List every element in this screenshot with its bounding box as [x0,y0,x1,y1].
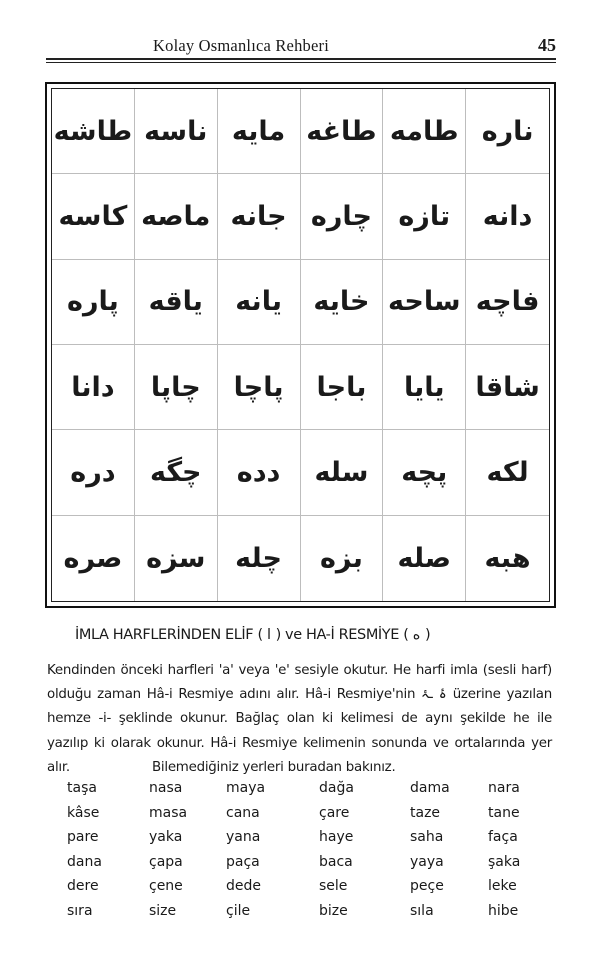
transliterated-word: yaya [410,853,444,870]
transliterated-word: paça [226,853,260,870]
grid-word-cell: صله [383,516,466,601]
elif-letter: ا [262,627,276,643]
transliterated-word: dere [67,878,99,895]
watermark-note: Bilemediğiniz yerleri buradan bakınız. [151,759,396,775]
grid-word-cell: ساحه [383,260,466,345]
grid-word-cell: چاره [301,174,384,259]
paragraph-line-last [47,756,552,780]
grid-word-cell: سله [301,430,384,515]
grid-word-cell: لكه [466,430,549,515]
grid-word-cell: تازه [383,174,466,259]
transliterated-word: dana [67,853,102,870]
paragraph-end-word: alır. [47,759,70,775]
transliterated-word: nara [488,780,520,796]
transliterated-word: dağa [319,780,354,796]
grid-word-cell: صره [52,516,135,601]
section-title-part2: ) ve HA-İ RESMİYE ( [275,627,409,643]
transliterated-word: sıla [410,902,434,919]
grid-word-cell: پاره [52,260,135,345]
transliterated-word: bize [319,902,348,919]
transliterated-word: sıra [67,902,93,919]
transliterated-word: çare [319,804,350,821]
grid-word-cell: باجا [301,345,384,430]
transliterated-word: masa [149,804,188,821]
grid-word-cell: هبه [484,542,531,574]
word-row [67,829,537,854]
transliterated-word: faça [488,829,518,846]
grid-word-cell: يايا [383,345,466,430]
section-title-part3: ) [424,627,431,643]
grid-word-cell: ياقه [135,260,218,345]
transliterated-word: yaka [149,829,183,846]
section-title-part1: İMLA HARFLERİNDEN ELİF ( [75,627,263,643]
he-letter: ه [408,627,425,643]
ottoman-word-grid [45,82,556,608]
transliterated-word: leke [488,878,517,895]
grid-word-cell: مايه [218,89,301,174]
book-title: Kolay Osmanlıca Rehberi [153,36,329,55]
grid-word-cell: چاپا [135,345,218,430]
grid-word-cell: شاقا [466,345,549,430]
transliterated-word: peçe [410,878,444,895]
transliteration-list [67,780,537,928]
grid-word-cell: دده [218,430,301,515]
transliterated-word: saha [410,829,444,846]
grid-word-cell: خايه [301,260,384,345]
section-title [75,627,430,643]
explanation-paragraph [47,659,552,780]
header-rule-thin [46,62,556,63]
transliterated-word: taze [410,804,441,821]
word-grid-table [51,88,550,602]
grid-word-cell: بزه [301,516,384,601]
transliterated-word: maya [226,780,266,796]
word-row [67,903,537,928]
word-row [67,878,537,903]
grid-word-cell: پچه [383,430,466,515]
grid-word-cell: يانه [218,260,301,345]
grid-word-cell: دانه [466,174,549,259]
transliterated-word: şaka [488,853,521,870]
grid-word-cell: ماصه [135,174,218,259]
paragraph-line: olduğu zaman Hâ-i Resmiye adını alır. Hâ-i Resmiye'nin ۂ ـۂ üzerine yazılan [47,687,552,703]
transliterated-word: haye [319,829,354,846]
header-rule [46,58,556,60]
grid-word-cell: چگه [135,430,218,515]
transliterated-word: çile [226,902,251,919]
grid-word-cell: پاچا [218,345,301,430]
transliterated-word: sele [319,878,348,895]
transliterated-word: taşa [67,780,97,796]
transliterated-word: dama [410,780,450,796]
word-row [67,805,537,830]
grid-word-cell: ناسه [135,89,218,174]
paragraph-line: yazılıp ki olarak okunur. Hâ-i Resmiye kelimenin sonunda ve ortalarında yer [47,735,552,751]
paragraph-line: hemze -i- şeklinde okunur. Bağlaç olan ki kelimesi de aynı şekilde he ile [47,711,552,727]
page-number: 45 [538,35,556,55]
grid-word-cell: دانا [52,345,135,430]
grid-word-cell: سزه [135,516,218,601]
word-row [67,780,537,805]
grid-word-cell: فاچه [466,260,549,345]
grid-word-cell: طاغه [301,89,384,174]
grid-word-cell: چله [218,516,301,601]
transliterated-word: kâse [67,804,100,821]
transliterated-word: tane [488,804,520,821]
grid-word-cell: طامه [383,89,466,174]
transliterated-word: çene [149,878,183,895]
transliterated-word: nasa [149,780,183,796]
grid-word-cell: طاشه [52,89,135,174]
page-header [46,30,556,60]
transliterated-word: yana [226,829,261,846]
grid-word-cell: جانه [218,174,301,259]
transliterated-word: baca [319,853,353,870]
grid-word-cell: كاسه [52,174,135,259]
word-row [67,854,537,879]
paragraph-line: Kendinden önceki harfleri 'a' veya 'e' sesiyle okutur. He harfi imla (sesli harf) [47,663,552,678]
transliterated-word: hibe [488,902,519,919]
transliterated-word: pare [67,829,99,846]
transliterated-word: size [149,902,177,919]
transliterated-word: çapa [149,853,183,870]
transliterated-word: dede [226,878,261,895]
grid-word-cell: دره [52,430,135,515]
transliterated-word: cana [226,804,260,821]
grid-word-cell: ناره [466,89,549,174]
